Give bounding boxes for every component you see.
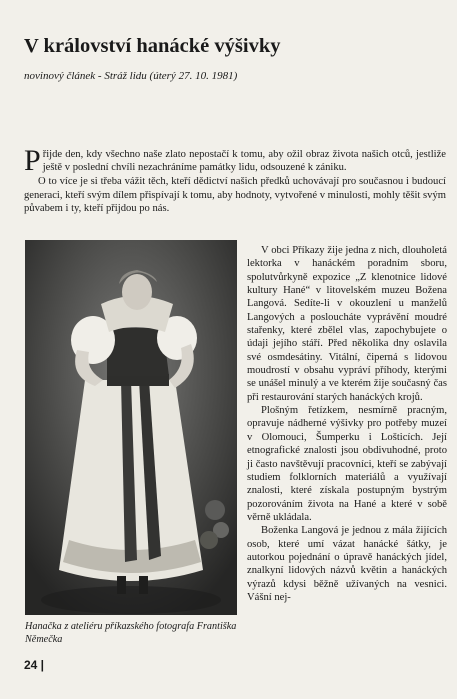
article-subtitle: novinový článek - Stráž lidu (úterý 27. 10. 1981) — [24, 70, 238, 82]
floor-shadow — [41, 586, 221, 614]
article-intro — [24, 144, 446, 215]
historical-photo — [25, 240, 237, 615]
article-column — [247, 244, 447, 604]
column-paragraph-2: Plošným řetízkem, nesmírně pracným, opravuje nádherné výšivky pro potřeby muzeí v Olomouci, Šumperku i Lošticích. Její etnografické znalosti jsou obdivuhodné, proto ji často navštěvují pracovníci, kteří se zabývají studiem folklorních materiálů a využívají znalosti, které získala postupným bystrým pozorováním života na Hané a které v sobě věrně ukládala. — [247, 405, 447, 523]
plant-leaf — [200, 531, 218, 549]
article-title: V království hanácké výšivky — [24, 35, 281, 57]
head — [122, 274, 152, 310]
page-number: 24 | — [24, 658, 45, 672]
plant-leaf — [205, 500, 225, 520]
drop-cap: P — [24, 144, 41, 177]
column-paragraph-1: V obci Příkazy žije jedna z nich, dlouholetá lektorka v hanáckém poradním sboru, spolutvůrkyně expozice „Z klenotnice lidové kultury Hané“ v litovelském muzeu Božena Langová. Sedíte-li v okouzlení u manželů Langových a posloucháte vyprávění moudré stařenky, které zbělel vlas, zapochybujete o údaji jejího stáří. Před několika dny oslavila své osmdesátiny. Vitální, čiperná s lidovou moudrostí v obsahu vypráví příhody, kterými se unášel minulý a ve kterém žije současný čas při restaurování starých hanáckých krojů. — [247, 245, 447, 403]
intro-paragraph-1-text: řijde den, kdy všechno naše zlato nepostačí k tomu, aby ožil obraz života našich otců, jestliže ještě v poslední chvíli nezachráníme památky lidu, odsouzené k zániku. — [42, 149, 446, 174]
column-paragraph-3: Boženka Langová je jednou z mála žijících osob, které umí vázat hanácké šátky, je autorkou pojednání o úpravě hanáckých jídel, znalkyní lidových názvů květin a hanáckých výrazů kdysi běžně užívaných na vesnici. Vášní nej- — [247, 525, 447, 603]
photo-illustration — [25, 240, 237, 615]
intro-paragraph-2: O to více je si třeba vážit těch, kteří dědictví našich předků uchovávají pro současnou i budoucí generaci, kteří svým dílem přispívají k tomu, aby hodnoty, vytvořené v minulosti, mohly těšit svým půvabem i ty, kteří přijdou po nás. — [24, 176, 446, 214]
intro-paragraph-1 — [24, 144, 446, 177]
leg-right — [139, 576, 148, 594]
photo-caption: Hanačka z ateliéru příkazského fotografa Františka Němečka — [25, 621, 237, 645]
leg-left — [117, 576, 126, 594]
